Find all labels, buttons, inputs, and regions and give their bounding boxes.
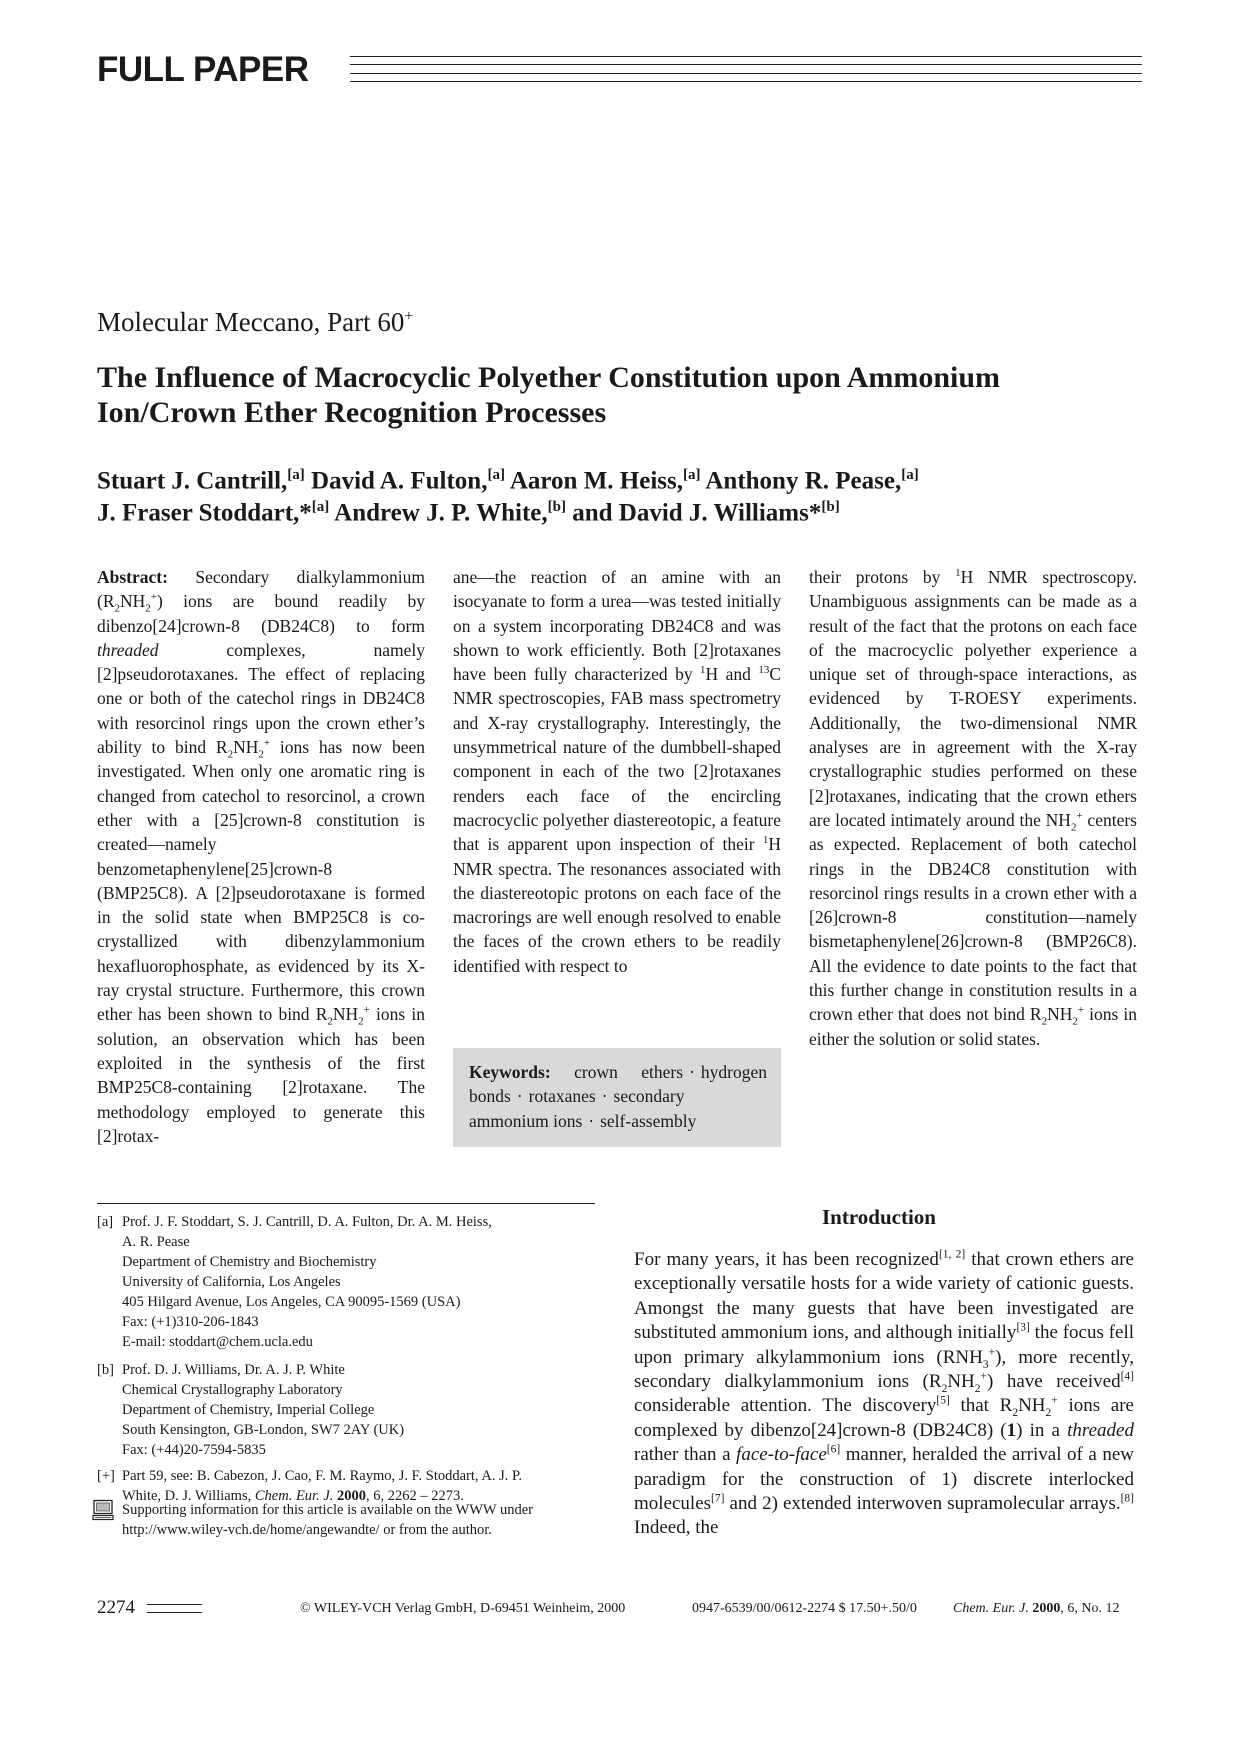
citation[interactable]: [1, 2] (938, 1248, 966, 1261)
text: that crown ethers are exceptionally versatile hosts for a wide variety of cationic guests. Amongst the many guests that have been investigated are substituted ammonium ions, and although initially (634, 1249, 1134, 1344)
separator: · (516, 1086, 523, 1107)
author-line-1 (97, 460, 919, 496)
text: that R (949, 1395, 1013, 1417)
author: David A. Fulton, (311, 467, 488, 495)
text: ) ions are bound readily by dibenzo[24]crown-8 (DB24C8) to form (97, 591, 425, 636)
footnote-line: Supporting information for this article is available on the WWW under (122, 1502, 533, 1518)
text: ) have received (987, 1371, 1121, 1393)
subscript: 2 (1072, 1015, 1078, 1028)
author: J. Fraser Stoddart,* (97, 499, 312, 527)
author: Stuart J. Cantrill, (97, 467, 288, 495)
keyword: rotaxanes (528, 1086, 596, 1107)
header-rule-lines (350, 56, 1142, 84)
text: Secondary dialkylammonium (R (97, 567, 426, 612)
author: Aaron M. Heiss, (509, 467, 683, 495)
superscript: 1 (762, 834, 769, 847)
author: Andrew J. P. White, (334, 499, 548, 527)
separator: · (588, 1110, 595, 1131)
subscript: 2 (1041, 1015, 1048, 1028)
text: ions are complexed by dibenzo[24]crown-8 (DB24C8) ( (634, 1395, 1134, 1441)
journal-issue: , 6, No. 12 (1060, 1601, 1120, 1616)
text: considerable attention. The discovery (634, 1395, 937, 1417)
citation[interactable]: [8] (1120, 1492, 1134, 1505)
journal-name: Chem. Eur. J. (254, 1488, 334, 1504)
author: and David J. Williams* (572, 499, 822, 527)
section-label: FULL PAPER (97, 50, 309, 89)
series-title (97, 300, 413, 339)
subscript: 2 (358, 1015, 364, 1028)
keywords-box (453, 1048, 781, 1147)
subscript: 2 (145, 602, 151, 615)
text: complexes, namely [2]pseudorotaxanes. The effect of replacing one or both of the catechol rings in DB24C8 with resorcinol rings upon the crown ether’s ability to bind R (97, 639, 425, 758)
text: ions in either the solution or solid states. (809, 1004, 1137, 1049)
page-number-rule (147, 1604, 202, 1620)
text: , 6, 2262 – 2273. (366, 1488, 464, 1504)
affiliation-mark: [a] (311, 499, 330, 515)
article-title: The Influence of Macrocyclic Polyether Constitution upon Ammonium Ion/Crown Ether Recognition Processes (97, 361, 1001, 429)
footnote-line: Fax: (+44)20-7594-5835 (122, 1442, 266, 1458)
superscript: + (263, 737, 271, 750)
abstract-column-3 (809, 565, 1137, 1051)
footnote-affiliation-b (97, 1360, 404, 1460)
footnote-line: Fax: (+1)310-206-1843 (122, 1314, 259, 1330)
superscript: + (988, 1346, 996, 1359)
text: C NMR spectroscopies, FAB mass spectrometry and X-ray crystallography. Interestingly, the unsymmetrical nature of the dumbbell-shaped component in each of the two [2]rotaxanes renders each face of the encircling macrocyclic polyether diastereotopic, a feature that is apparent upon inspection of their (453, 664, 782, 855)
text: NH (120, 591, 146, 612)
text: ane—the reaction of an amine with an isocyanate to form a urea—was tested initially on a system incorporating DB24C8 and was shown to work efficiently. Both [2]rotaxanes have been fully characterized by (453, 567, 781, 685)
keywords-label: Keywords: (469, 1062, 551, 1082)
subscript: 2 (1012, 1407, 1019, 1420)
keyword: hydrogen bonds (469, 1062, 767, 1107)
text: H NMR spectroscopy. Unambiguous assignments can be made as a result of the fact that the protons on each face of the macrocyclic polyether experience a unique set of through-space interactions, as evidenced by T-ROESY experiments. Additionally, the two-dimensional NMR analyses are in agreement with the X-ray crystallographic studies performed on these [2]rotaxanes, indicating that the crown ethers are located intimately around the NH (809, 567, 1137, 830)
footnote-tag: [b] (97, 1362, 114, 1378)
author-line-2 (97, 492, 840, 528)
affiliation-mark: [b] (547, 499, 566, 515)
affiliation-mark: [a] (901, 467, 919, 483)
footnote-line: Part 59, see: B. Cabezon, J. Cao, F. M. Raymo, J. F. Stoddart, A. J. P. (122, 1468, 523, 1484)
keyword: secondary ammonium ions (469, 1086, 685, 1131)
supporting-info-url[interactable]: http://www.wiley-vch.de/home/angewandte/ or from the author. (122, 1522, 492, 1538)
superscript: 1 (955, 567, 961, 580)
citation[interactable]: [4] (1120, 1370, 1134, 1383)
text: H and (705, 664, 759, 685)
affiliation-mark: [a] (287, 467, 305, 483)
journal-year: 2000 (1032, 1601, 1061, 1616)
journal-name: Chem. Eur. J. (953, 1601, 1029, 1616)
subscript: 2 (114, 602, 120, 615)
journal-year: 2000 (337, 1488, 367, 1504)
footnote-line: South Kensington, GB-London, SW7 2AY (UK) (122, 1422, 405, 1438)
text: NH (332, 1004, 359, 1025)
author: Anthony R. Pease, (705, 467, 902, 495)
footnote-line: Chemical Crystallography Laboratory (122, 1382, 343, 1398)
footnote-line: A. R. Pease (122, 1234, 190, 1250)
text: manner, heralded the arrival of a new paradigm for the construction of 1) discrete interlocked molecules (634, 1444, 1134, 1515)
introduction-paragraph (634, 1248, 1134, 1541)
subscript: 2 (974, 1382, 981, 1395)
citation[interactable]: [3] (1016, 1321, 1030, 1334)
superscript: + (1051, 1395, 1058, 1408)
superscript: + (150, 591, 157, 604)
affiliation-mark: [a] (487, 467, 505, 483)
text: NH (1018, 1395, 1046, 1417)
section-heading: Introduction (822, 1205, 936, 1229)
subscript: 2 (258, 748, 264, 761)
series-text: Molecular Meccano, Part 60 (97, 307, 405, 337)
footnote-line: Prof. D. J. Williams, Dr. A. J. P. White (122, 1362, 345, 1378)
footnote-email: E-mail: stoddart@chem.ucla.edu (122, 1334, 313, 1350)
superscript: + (1076, 810, 1083, 823)
footnote-line: Department of Chemistry, Imperial College (122, 1402, 375, 1418)
superscript: + (980, 1370, 988, 1383)
keyword: crown ethers (574, 1062, 684, 1082)
subscript: 2 (941, 1382, 948, 1395)
abstract-column-2 (453, 565, 781, 978)
text: the focus fell upon primary alkylammonium ions (RNH (634, 1322, 1134, 1368)
subscript: 2 (327, 1015, 333, 1028)
abstract-column-1 (97, 565, 425, 1148)
footnote-supporting-info (97, 1500, 533, 1540)
subscript: 2 (1045, 1407, 1052, 1420)
affiliation-mark: [a] (683, 467, 701, 483)
italic-text: threaded (1067, 1419, 1134, 1441)
citation[interactable]: [5] (936, 1395, 950, 1408)
subscript: 3 (982, 1358, 989, 1371)
footnote-rule (97, 1203, 595, 1204)
superscript: 13 (758, 664, 770, 677)
text: and 2) extended interwoven supramolecular arrays. (724, 1493, 1121, 1515)
footnote-line: 405 Hilgard Avenue, Los Angeles, CA 90095-1569 (USA) (122, 1294, 461, 1310)
text: NH (1047, 1004, 1073, 1025)
text: ), more recently, secondary dialkylammonium ions (R (634, 1346, 1134, 1393)
publisher-copyright: © WILEY-VCH Verlag GmbH, D-69451 Weinheim, 2000 (300, 1601, 626, 1616)
footnote-tag: [+] (97, 1468, 115, 1484)
italic-text: threaded (97, 639, 159, 660)
superscript: + (363, 1004, 370, 1017)
superscript: + (1077, 1004, 1085, 1017)
text: White, D. J. Williams, (122, 1488, 255, 1504)
italic-text: face-to-face (736, 1444, 827, 1466)
subscript: 2 (1070, 821, 1077, 834)
text: centers as expected. Replacement of both catechol rings in the DB24C8 constitution with resorcinol rings results in a crown ether with a [26]crown-8 constitution—namely bismetaphenylene[26]crown-8 (BMP26C8). All the evidence to date points to the fact that this further change in constitution results in a crown ether that does not bind R (809, 809, 1137, 1025)
journal-citation (953, 1600, 1119, 1618)
text: their protons by (809, 567, 956, 587)
series-footnote-mark: + (404, 308, 414, 325)
footnote-affiliation-a (97, 1212, 492, 1352)
text: For many years, it has been recognized (634, 1249, 939, 1270)
text: ) in a (1016, 1419, 1068, 1441)
text: H NMR spectra. The resonances associated with the diastereotopic protons on each face of the macrorings are well enough resolved to enable the faces of the crown ethers to be readily identified with respect to (453, 834, 781, 976)
footnote-line: Prof. J. F. Stoddart, S. J. Cantrill, D. A. Fulton, Dr. A. M. Heiss, (122, 1214, 492, 1230)
abstract-label: Abstract: (97, 567, 168, 587)
page-number: 2274 (97, 1597, 135, 1618)
issn-code: 0947-6539/00/0612-2274 $ 17.50+.50/0 (692, 1601, 917, 1616)
separator: · (689, 1062, 695, 1082)
footnote-tag: [a] (97, 1214, 114, 1230)
text: ions has now been investigated. When only one aromatic ring is changed from catechol to resorcinol, a crown ether with a [25]crown-8 constitution is created—namely benzometaphenylene[25]crown-8 (BMP25C8). A [2]pseudorotaxane is formed in the solid state when BMP25C8 is co-crystallized with dibenzylammonium hexafluorophosphate, as evidenced by its X-ray crystal structure. Furthermore, this crown ether has been shown to bind R (97, 737, 425, 1025)
footnote-line: Department of Chemistry and Biochemistry (122, 1254, 377, 1270)
citation[interactable]: [6] (826, 1443, 841, 1456)
superscript: 1 (700, 664, 706, 677)
text: ions in solution, an observation which has been exploited in the synthesis of the first BMP25C8-containing [2]rotaxane. The methodology employed to generate this [2]rotax- (97, 1004, 425, 1146)
text: NH (233, 737, 259, 758)
compound-number: 1 (1006, 1419, 1017, 1441)
affiliation-mark: [b] (821, 499, 840, 515)
text: rather than a (634, 1444, 737, 1466)
subscript: 2 (227, 748, 234, 761)
text: Indeed, the (634, 1517, 719, 1539)
keyword: self-assembly (600, 1110, 697, 1131)
separator: · (601, 1086, 608, 1107)
footnote-line: University of California, Los Angeles (122, 1274, 341, 1290)
citation[interactable]: [7] (711, 1492, 725, 1505)
text: NH (947, 1371, 975, 1393)
